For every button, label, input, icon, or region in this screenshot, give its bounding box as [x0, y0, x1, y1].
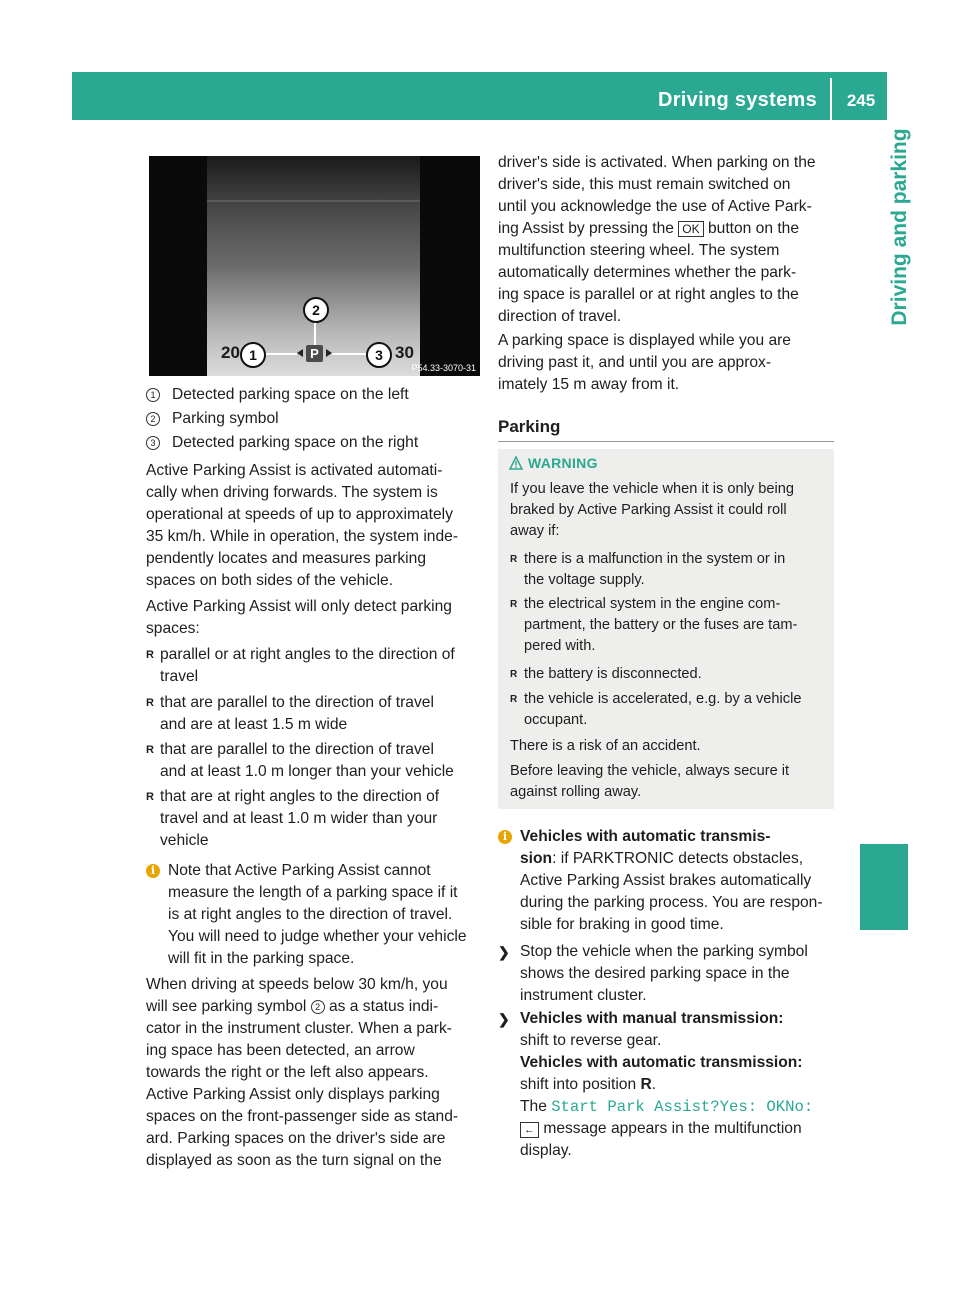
callout-number: 3 — [146, 436, 160, 450]
callout-number: 2 — [146, 412, 160, 426]
warning-intro: If you leave the vehicle when it is only being braked by Active Parking Assist it could roll away if: — [510, 481, 794, 539]
warning-item: R the battery is disconnected. — [510, 664, 702, 685]
callout-2: 2 — [303, 297, 329, 323]
warning-item: R the vehicle is accelerated, e.g. by a vehicle occupant. — [510, 689, 801, 731]
section-title: Driving systems — [657, 89, 817, 111]
list-item: R that are at right angles to the direction of travel and at least 1.0 m wider than your vehicle — [146, 786, 439, 852]
figure-code: P54.33-3070-31 — [411, 363, 476, 373]
arrow-left-icon — [297, 349, 303, 357]
parking-symbol: P — [306, 345, 323, 362]
back-button-icon: ← — [520, 1122, 539, 1138]
header-divider — [830, 78, 832, 122]
chapter-tab — [888, 120, 912, 330]
detection-paragraph: Active Parking Assist will only detect parking spaces: — [146, 598, 452, 637]
callout-line-1 — [265, 353, 297, 355]
page-header — [72, 72, 887, 120]
instrument-cluster-figure — [149, 156, 480, 376]
note-paragraph: i Note that Active Parking Assist cannot measure the length of a parking space if it is at right angles to the direction of travel. You will need to judge whether your vehicle will fit in the parking space. — [146, 860, 467, 970]
warning-triangle-icon — [509, 456, 523, 470]
display-message: Start Park Assist?Yes: OKNo: — [551, 1098, 814, 1116]
heading-rule — [498, 441, 834, 442]
activation-paragraph: Active Parking Assist is activated automati- cally when driving forwards. The system is operational at speeds of up to approximately 35 km/h. While in operation, the system inde- pendently locates and measures parking spaces on both sides of the vehicle. — [146, 462, 459, 589]
chapter-title: Driving and parking — [888, 128, 911, 326]
legend-item — [146, 386, 409, 404]
callout-number: 1 — [146, 388, 160, 402]
legend-text: Parking symbol — [172, 410, 279, 427]
step-arrow-icon: ❯ — [498, 1011, 510, 1027]
callout-1: 1 — [240, 342, 266, 368]
callout-3: 3 — [366, 342, 392, 368]
warning-box — [498, 449, 834, 809]
speed-right: 30 — [395, 343, 414, 362]
callout-2-ref: 2 — [311, 1000, 325, 1014]
callout-line-3 — [332, 353, 366, 355]
chapter-marker — [860, 844, 908, 930]
display-band — [207, 200, 420, 202]
list-item: R that are parallel to the direction of travel and at least 1.0 m longer than your vehicle — [146, 739, 454, 783]
legend-text: Detected parking space on the right — [172, 434, 419, 451]
legend-text: Detected parking space on the left — [172, 386, 409, 403]
warning-title: WARNING — [528, 455, 598, 471]
automatic-info: i Vehicles with automatic transmis- sion: if PARKTRONIC detects obstacles, Active Parking Assist brakes automatically during the parking process. You are respon- sible for braking in good time. — [498, 826, 823, 936]
callout-line-2 — [314, 321, 316, 345]
step-arrow-icon: ❯ — [498, 944, 510, 960]
arrow-right-icon — [326, 349, 332, 357]
warning-item: R the electrical system in the engine com- partment, the battery or the fuses are tam- pered with. — [510, 594, 797, 657]
display-paragraph: A parking space is displayed while you are driving past it, and until you are approx- imately 15 m away from it. — [498, 332, 791, 393]
step-stop-vehicle: ❯ Stop the vehicle when the parking symbol shows the desired parking space in the instrument cluster. — [498, 943, 808, 1004]
step-shift-gear: ❯ Vehicles with manual transmission: shift to reverse gear. Vehicles with automatic transmission: shift into position R. The Start Park Assist?Yes: OKNo: ← message appears in the multifunction display. — [498, 1010, 814, 1159]
info-icon: i — [146, 864, 160, 878]
warning-item: R there is a malfunction in the system or in the voltage supply. — [510, 549, 785, 591]
status-paragraph: When driving at speeds below 30 km/h, you will see parking symbol 2 as a status indi- cator in the instrument cluster. When a park- ing space has been detected, an arrow towards the right or the left also appears. Active Parking Assist only displays parking spaces on the front-passenger side as stand- ard. Parking spaces on the driver's side are displayed as soon as the turn signal on the — [146, 976, 459, 1169]
driver-side-paragraph: driver's side is activated. When parking on the driver's side, this must remain switched on until you acknowledge the use of Active Park- ing Assist by pressing the OK button on the multifunction steering wheel. The system automatically determines whether the park- ing space is parallel or at right angles to the direction of travel. — [498, 154, 816, 325]
warning-risk: There is a risk of an accident. — [510, 738, 701, 754]
speed-left: 20 — [221, 343, 240, 362]
warning-advice: Before leaving the vehicle, always secure it against rolling away. — [510, 763, 790, 800]
page-number: 245 — [846, 91, 876, 110]
parking-heading: Parking — [498, 417, 561, 436]
legend-item — [146, 410, 279, 428]
ok-button-icon: OK — [678, 221, 703, 237]
info-icon: i — [498, 830, 512, 844]
list-item: R that are parallel to the direction of travel and are at least 1.5 m wide — [146, 692, 434, 736]
list-item: R parallel or at right angles to the direction of travel — [146, 644, 455, 688]
legend-item — [146, 434, 418, 452]
